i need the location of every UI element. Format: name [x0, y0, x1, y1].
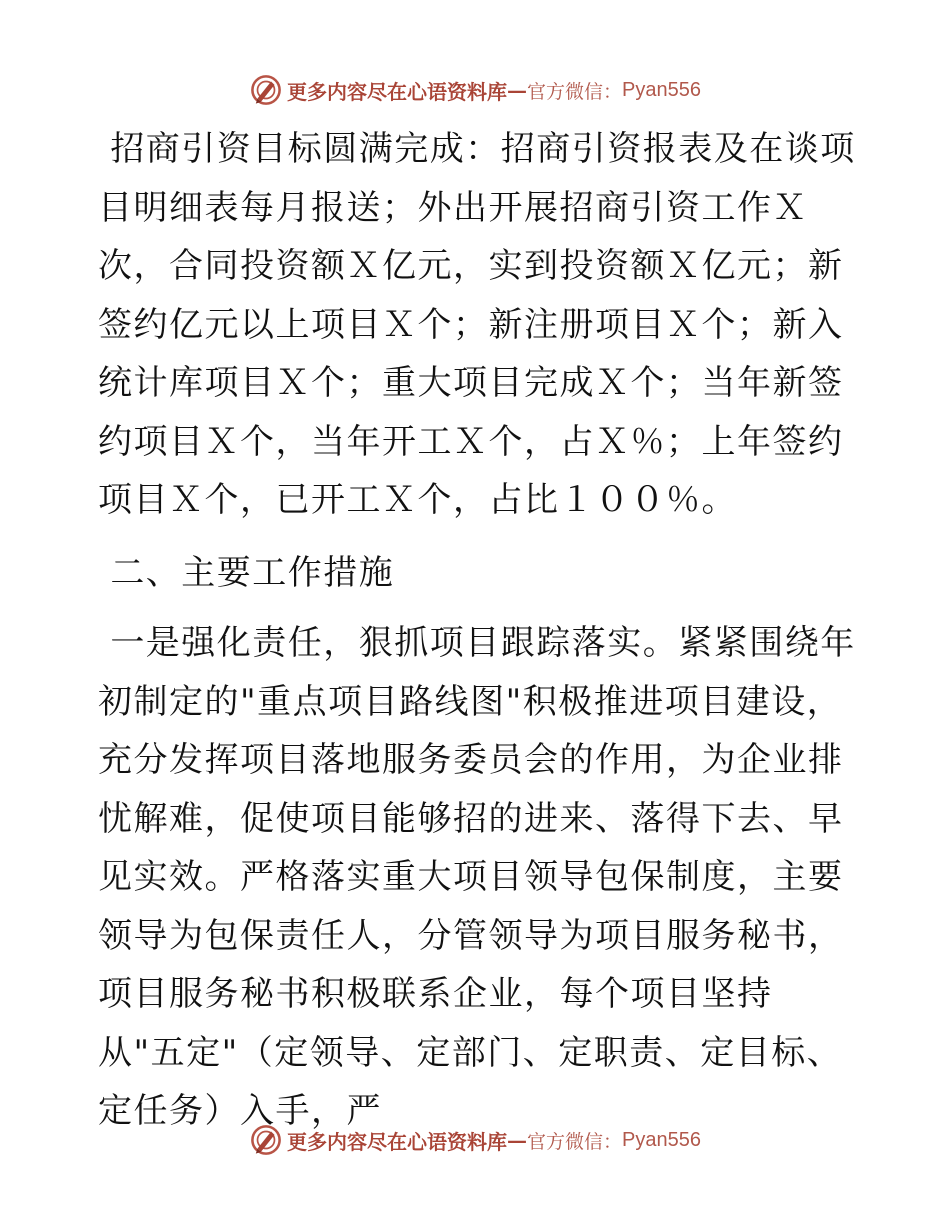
watermark-wechat-id: Pyan556	[622, 78, 701, 101]
watermark-dash: —	[507, 78, 527, 102]
watermark-banner-top	[0, 70, 950, 110]
watermark-text: 更多内容尽在心语资料库	[287, 79, 507, 104]
watermark-banner-bottom	[0, 1120, 950, 1160]
watermark-official-label: 官方微信：	[527, 1130, 623, 1153]
pen-circle-logo-icon	[249, 1123, 283, 1157]
watermark-wechat-id: Pyan556	[622, 1128, 701, 1151]
watermark-official-label: 官方微信：	[527, 80, 623, 103]
paragraph-investment-targets: 招商引资目标圆满完成：招商引资报表及在谈项目明细表每月报送；外出开展招商引资工作Ｘ次，合同投资额Ｘ亿元，实到投资额Ｘ亿元；新签约亿元以上项目Ｘ个；新注册项目Ｘ个；新入统计库项目Ｘ个；重大项目完成Ｘ个；当年新签约项目Ｘ个，当年开工Ｘ个，占Ｘ％；上年签约项目Ｘ个，已开工Ｘ个，占比１００％。	[98, 129, 856, 520]
pen-circle-logo-icon	[249, 73, 283, 107]
section-heading-main-measures: 二、主要工作措施	[98, 552, 395, 593]
paragraph-responsibility: 一是强化责任，狠抓项目跟踪落实。紧紧围绕年初制定的"重点项目路线图"积极推进项目建设，充分发挥项目落地服务委员会的作用，为企业排忧解难，促使项目能够招的进来、落得下去、早见实效。严格落实重大项目领导包保制度，主要领导为包保责任人，分管领导为项目服务秘书，项目服务秘书积极联系企业，每个项目坚持从"五定"（定领导、定部门、定职责、定目标、定任务）入手，严	[98, 623, 856, 1131]
watermark-dash: —	[507, 1128, 527, 1152]
document-body	[98, 120, 858, 1141]
watermark-text: 更多内容尽在心语资料库	[287, 1129, 507, 1154]
